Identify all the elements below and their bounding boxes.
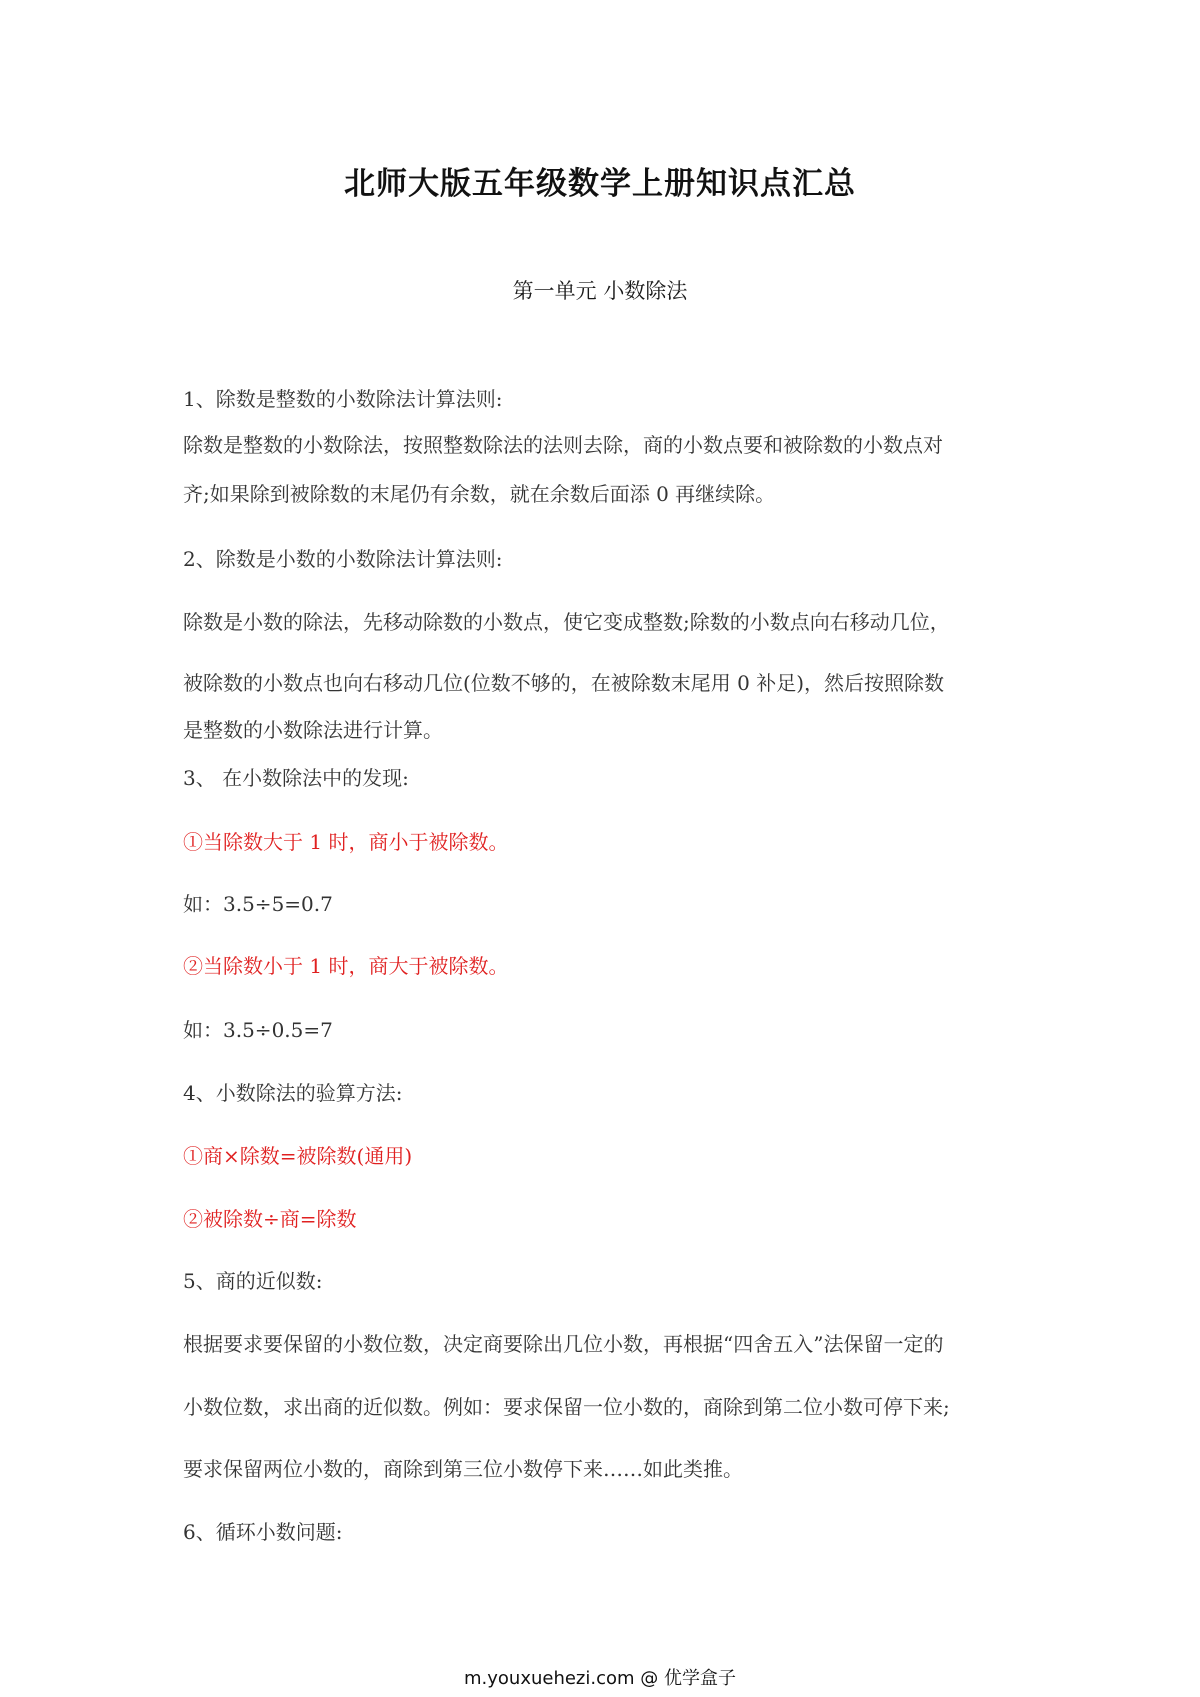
example-1: 如：3.5÷5=0.7 xyxy=(183,892,333,916)
rule-1-highlight: ①当除数大于 1 时，商小于被除数。 xyxy=(183,830,509,854)
check-method-2-highlight: ②被除数÷商=除数 xyxy=(183,1207,357,1231)
unit-title: 第一单元 小数除法 xyxy=(512,279,688,303)
section-5-text-line-3: 要求保留两位小数的，商除到第三位小数停下来……如此类推。 xyxy=(183,1457,743,1481)
example-2: 如：3.5÷0.5=7 xyxy=(183,1018,333,1042)
section-4-heading: 4、小数除法的验算方法: xyxy=(183,1081,403,1105)
document-title: 北师大版五年级数学上册知识点汇总 xyxy=(344,166,856,202)
section-2-text-line-1: 除数是小数的除法，先移动除数的小数点，使它变成整数;除数的小数点向右移动几位， xyxy=(183,610,950,634)
section-2-text-line-3: 是整数的小数除法进行计算。 xyxy=(183,718,443,742)
section-2-text-line-2: 被除数的小数点也向右移动几位(位数不够的，在被除数末尾用 0 补足)，然后按照除数 xyxy=(183,671,945,695)
check-method-1-highlight: ①商×除数=被除数(通用) xyxy=(183,1144,413,1168)
section-1-heading: 1、除数是整数的小数除法计算法则: xyxy=(183,387,503,411)
section-3-heading: 3、 在小数除法中的发现: xyxy=(183,766,409,790)
footer-watermark: m.youxuehezi.com @ 优学盒子 xyxy=(463,1668,736,1689)
section-2-heading: 2、除数是小数的小数除法计算法则: xyxy=(183,547,503,571)
section-1-text-line-2: 齐;如果除到被除数的末尾仍有余数，就在余数后面添 0 再继续除。 xyxy=(183,482,776,506)
rule-2-highlight: ②当除数小于 1 时，商大于被除数。 xyxy=(183,954,509,978)
section-5-text-line-1: 根据要求要保留的小数位数，决定商要除出几位小数，再根据“四舍五入”法保留一定的 xyxy=(183,1332,944,1356)
section-5-text-line-2: 小数位数，求出商的近似数。例如：要求保留一位小数的，商除到第二位小数可停下来; xyxy=(183,1395,950,1419)
section-6-heading: 6、循环小数问题: xyxy=(183,1520,343,1544)
section-1-text-line-1: 除数是整数的小数除法，按照整数除法的法则去除，商的小数点要和被除数的小数点对 xyxy=(183,433,943,457)
section-5-heading: 5、商的近似数: xyxy=(183,1269,323,1293)
